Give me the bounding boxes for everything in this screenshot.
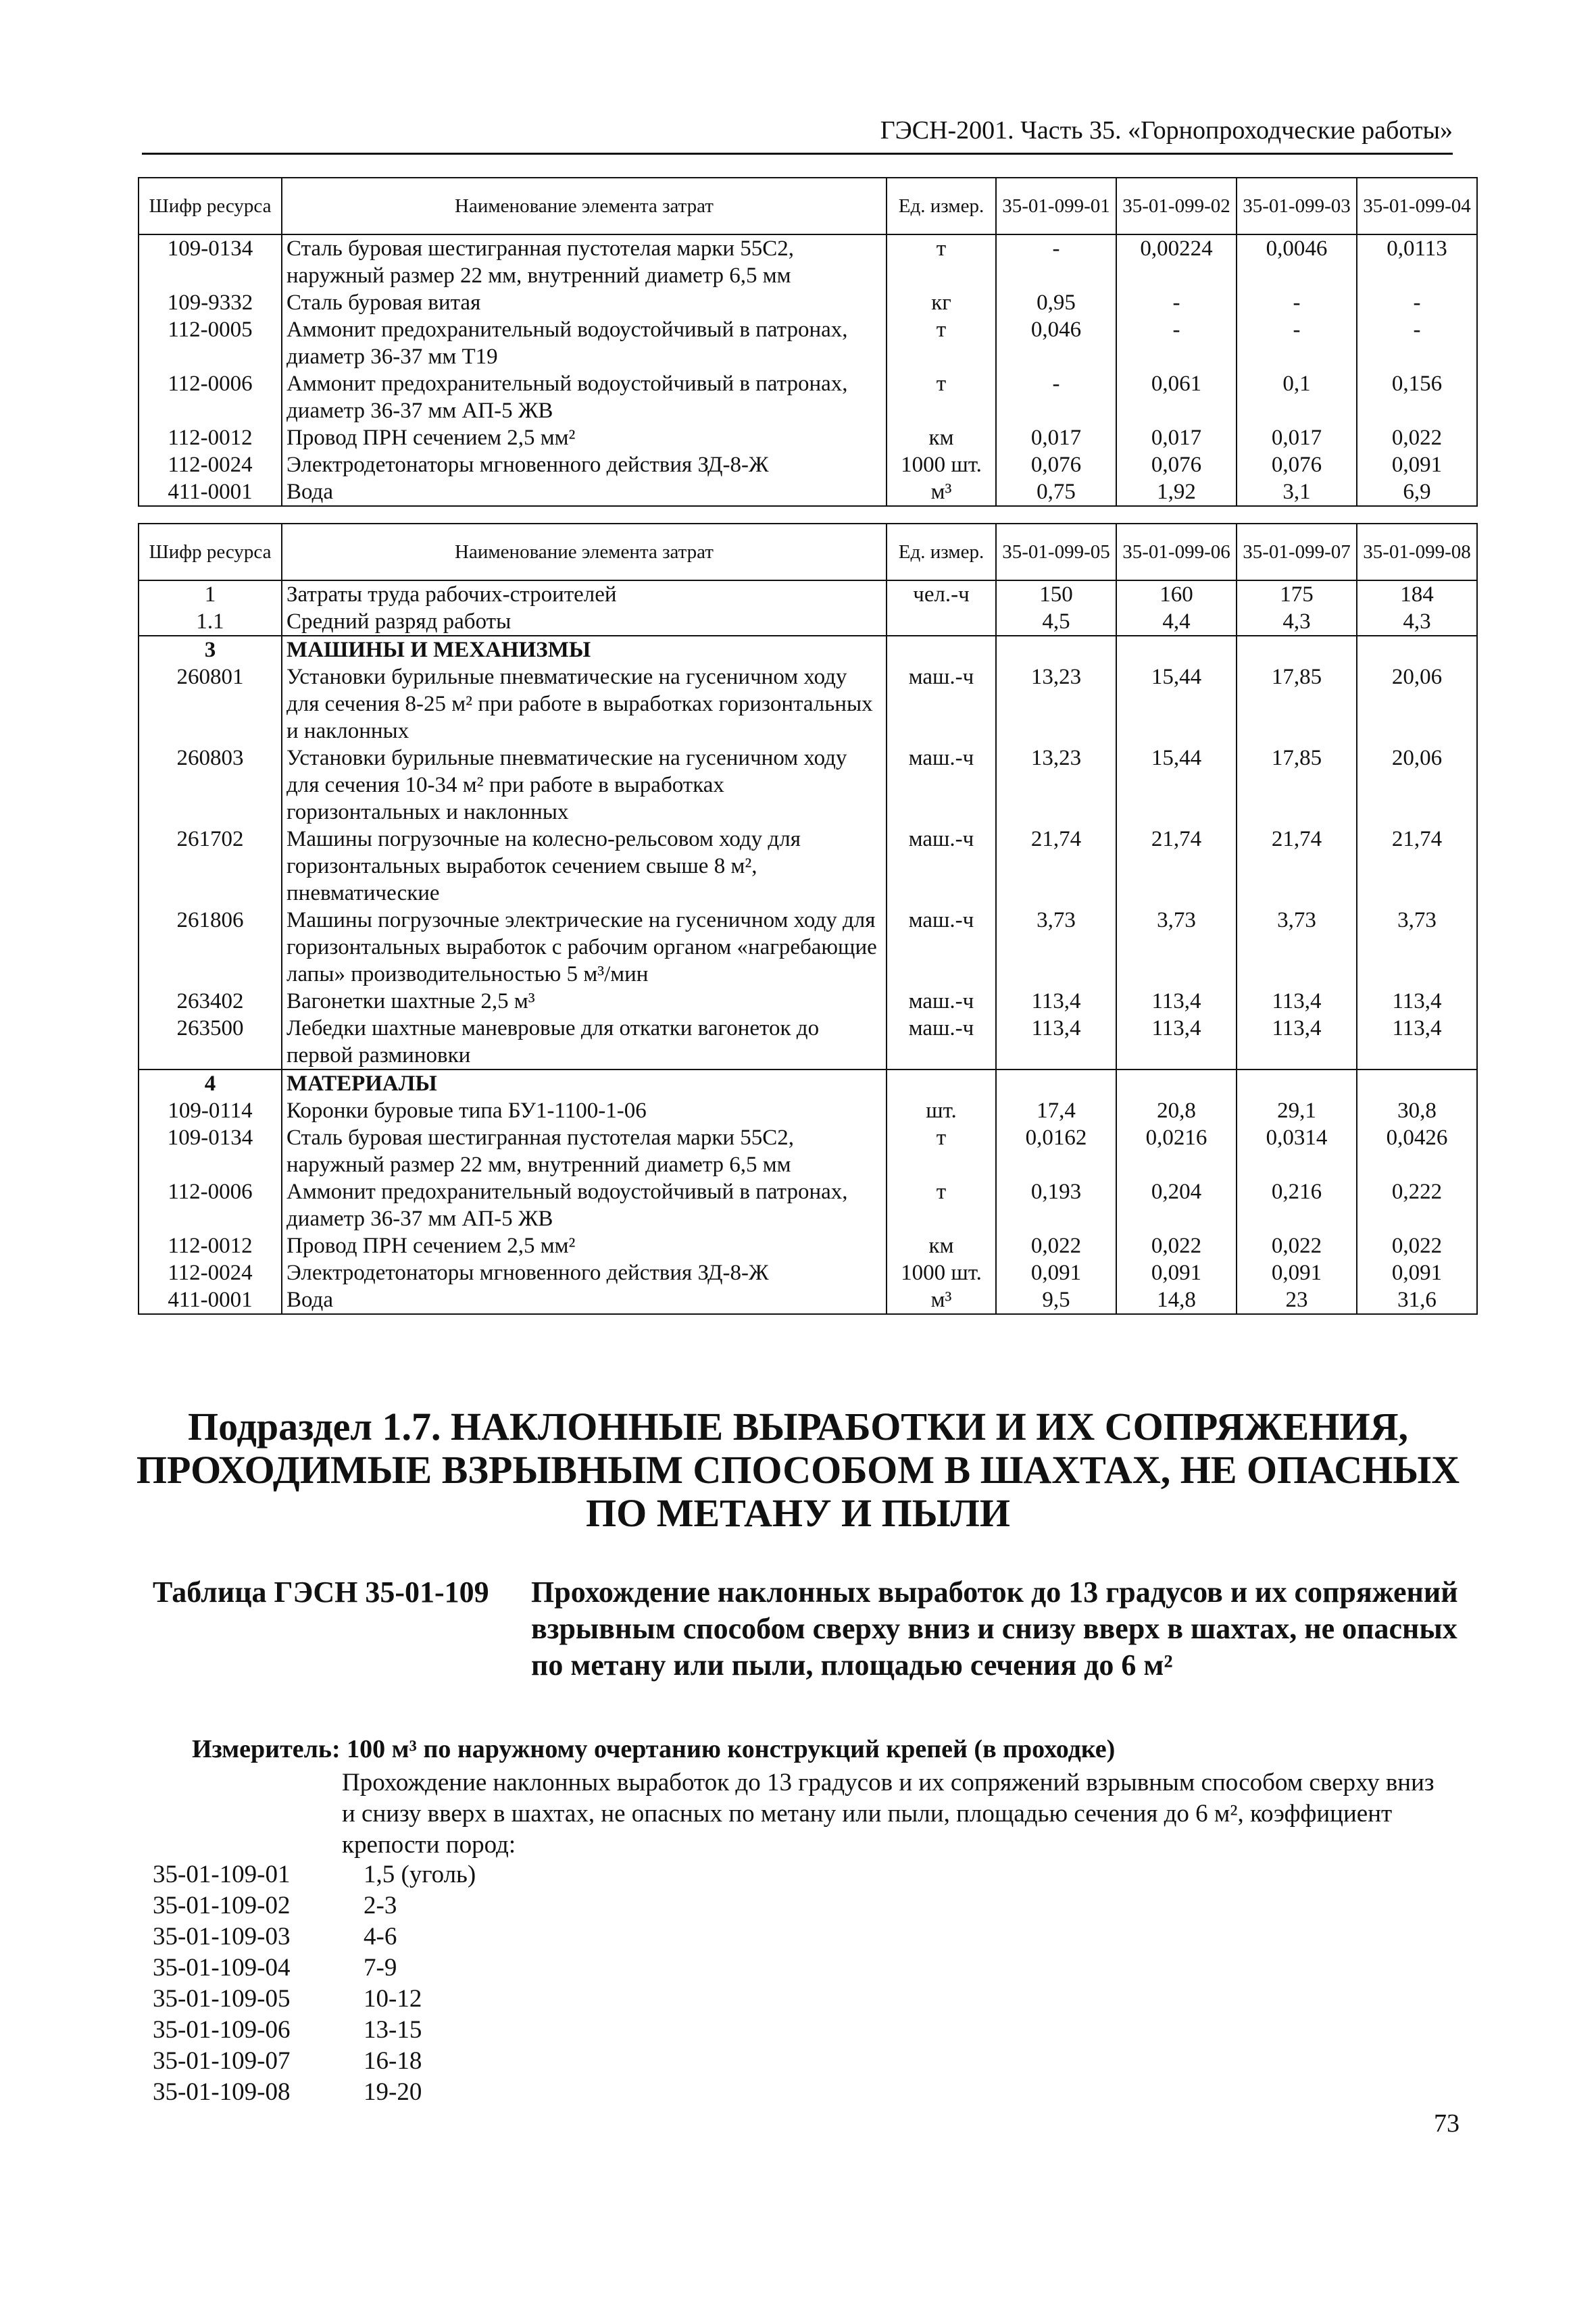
- resource-code: 112-0006: [139, 370, 282, 424]
- norm-value: 20,8: [1116, 1097, 1237, 1124]
- norm-value: [1237, 1070, 1357, 1097]
- norm-value: [996, 1070, 1116, 1097]
- norm-value: 17,4: [996, 1097, 1116, 1124]
- column-header-norm: 35-01-099-05: [996, 524, 1116, 580]
- column-header-code: Шифр ресурса: [139, 178, 282, 234]
- norm-value: 0,046: [996, 316, 1116, 370]
- norm-code: 35-01-109-02: [153, 1892, 291, 1919]
- norm-value: 0,204: [1116, 1178, 1237, 1232]
- column-header-norm: 35-01-099-04: [1357, 178, 1477, 234]
- norm-value: [1116, 636, 1237, 663]
- norm-value: 150: [996, 580, 1116, 608]
- running-header: ГЭСН-2001. Часть 35. «Горнопроходческие работы»: [880, 116, 1453, 145]
- norm-value: 6,9: [1357, 478, 1477, 506]
- section-heading: МАШИНЫ И МЕХАНИЗМЫ: [282, 636, 887, 663]
- table-row: [139, 370, 1477, 424]
- norm-value: 0,076: [1237, 451, 1357, 478]
- norm-value: [1116, 1070, 1237, 1097]
- resource-code: 263500: [139, 1015, 282, 1070]
- resource-code: 109-9332: [139, 289, 282, 316]
- resource-name: Сталь буровая витая: [282, 289, 887, 316]
- list-item: [153, 1859, 476, 1890]
- norm-value: 0,061: [1116, 370, 1237, 424]
- norm-value: 0,0113: [1357, 234, 1477, 289]
- header-rule: [142, 153, 1453, 155]
- table-row: [139, 478, 1477, 506]
- resource-unit: 1000 шт.: [887, 451, 996, 478]
- resource-unit: кг: [887, 289, 996, 316]
- table-header-row: [139, 524, 1477, 580]
- resource-code: 261806: [139, 907, 282, 988]
- table-caption-label: Таблица ГЭСН 35-01-109: [153, 1576, 489, 1609]
- resource-name: Электродетонаторы мгновенного действия ЗД-8-Ж: [282, 451, 887, 478]
- list-item: [153, 2015, 476, 2046]
- norm-value: 0,076: [1116, 451, 1237, 478]
- norm-value: 184: [1357, 580, 1477, 608]
- resource-name: Вагонетки шахтные 2,5 м³: [282, 988, 887, 1015]
- norm-code: 35-01-109-03: [153, 1923, 291, 1951]
- column-header-norm: 35-01-099-06: [1116, 524, 1237, 580]
- norm-value: 0,076: [996, 451, 1116, 478]
- norm-value: 15,44: [1116, 745, 1237, 826]
- resource-code: 109-0134: [139, 234, 282, 289]
- resource-table-1: [138, 177, 1478, 507]
- table-row: [139, 1259, 1477, 1286]
- norm-value: 113,4: [1357, 988, 1477, 1015]
- resource-name: Провод ПРН сечением 2,5 мм²: [282, 424, 887, 451]
- norm-value: [1357, 1070, 1477, 1097]
- norm-value: 23: [1237, 1286, 1357, 1314]
- norm-hardness: 2-3: [364, 1892, 397, 1919]
- resource-code: 1.1: [139, 608, 282, 636]
- norm-value: 160: [1116, 580, 1237, 608]
- norm-value: -: [1357, 316, 1477, 370]
- norm-value: 0,091: [1116, 1259, 1237, 1286]
- resource-code: 112-0006: [139, 1178, 282, 1232]
- table-row: [139, 1178, 1477, 1232]
- resource-code: 112-0012: [139, 1232, 282, 1259]
- norm-value: [1357, 636, 1477, 663]
- resource-unit: маш.-ч: [887, 907, 996, 988]
- norm-value: 0,193: [996, 1178, 1116, 1232]
- column-header-norm: 35-01-099-07: [1237, 524, 1357, 580]
- resource-unit: [887, 608, 996, 636]
- norm-value: 0,091: [1357, 451, 1477, 478]
- norm-value: 0,017: [1237, 424, 1357, 451]
- norm-value: 0,022: [1357, 424, 1477, 451]
- norm-value: 3,73: [1357, 907, 1477, 988]
- resource-code: 263402: [139, 988, 282, 1015]
- norm-value: 30,8: [1357, 1097, 1477, 1124]
- resource-unit: маш.-ч: [887, 988, 996, 1015]
- norm-value: 13,23: [996, 663, 1116, 745]
- norm-value: 0,222: [1357, 1178, 1477, 1232]
- table-caption-text: Прохождение наклонных выработок до 13 градусов и их сопряжений взрывным способом сверху вниз и снизу вверх в шахтах, не опасных по метану или пыли, площадью сечения до 6 м²: [531, 1576, 1458, 1682]
- norm-value: 113,4: [1237, 1015, 1357, 1070]
- resource-unit: 1000 шт.: [887, 1259, 996, 1286]
- column-header-unit: Ед. измер.: [887, 524, 996, 580]
- norm-value: 3,73: [996, 907, 1116, 988]
- norm-value: 175: [1237, 580, 1357, 608]
- resource-unit: м³: [887, 478, 996, 506]
- resource-unit: шт.: [887, 1097, 996, 1124]
- norm-value: 0,091: [1237, 1259, 1357, 1286]
- column-header-norm: 35-01-099-08: [1357, 524, 1477, 580]
- norm-value: -: [996, 234, 1116, 289]
- column-header-norm: 35-01-099-02: [1116, 178, 1237, 234]
- norm-value: 4,3: [1357, 608, 1477, 636]
- resource-name: Лебедки шахтные маневровые для откатки вагонеток до первой разминовки: [282, 1015, 887, 1070]
- norm-value: 0,0314: [1237, 1124, 1357, 1178]
- resource-unit: [887, 636, 996, 663]
- norm-value: 0,022: [1237, 1232, 1357, 1259]
- column-header-name: Наименование элемента затрат: [282, 524, 887, 580]
- norm-value: 0,091: [1357, 1259, 1477, 1286]
- norm-code: 35-01-109-05: [153, 1985, 291, 2013]
- norm-hardness: 16-18: [364, 2047, 422, 2075]
- table-row: [139, 988, 1477, 1015]
- resource-code: 112-0005: [139, 316, 282, 370]
- resource-unit: т: [887, 1178, 996, 1232]
- resource-name: Установки бурильные пневматические на гусеничном ходу для сечения 8-25 м² при работе в выработках горизонтальных и наклонных: [282, 663, 887, 745]
- resource-code: 112-0024: [139, 451, 282, 478]
- norm-description: Прохождение наклонных выработок до 13 градусов и их сопряжений взрывным способом сверху вниз и снизу вверх в шахтах, не опасных по метану или пыли, площадью сечения до 6 м², коэффициент крепости пород:: [342, 1769, 1435, 1859]
- norm-value: -: [1237, 316, 1357, 370]
- resource-name: Вода: [282, 1286, 887, 1314]
- table-row: [139, 1286, 1477, 1314]
- norm-hardness: 1,5 (уголь): [364, 1861, 476, 1888]
- norm-value: 0,95: [996, 289, 1116, 316]
- norm-value: 31,6: [1357, 1286, 1477, 1314]
- table-row: [139, 663, 1477, 745]
- norm-value: 0,0216: [1116, 1124, 1237, 1178]
- resource-name: Вода: [282, 478, 887, 506]
- list-item: [153, 1953, 476, 1984]
- norm-value: -: [1357, 289, 1477, 316]
- norm-value: 14,8: [1116, 1286, 1237, 1314]
- norm-value: 21,74: [1237, 826, 1357, 907]
- norm-value: 4,4: [1116, 608, 1237, 636]
- resource-table-2: [138, 523, 1478, 1315]
- norm-value: [1237, 636, 1357, 663]
- resource-unit: км: [887, 1232, 996, 1259]
- section-code: 4: [139, 1070, 282, 1097]
- norm-value: 113,4: [1116, 988, 1237, 1015]
- norm-hardness: 7-9: [364, 1954, 397, 1982]
- norm-value: 15,44: [1116, 663, 1237, 745]
- norm-value: 17,85: [1237, 745, 1357, 826]
- resource-unit: маш.-ч: [887, 663, 996, 745]
- norm-value: -: [1116, 316, 1237, 370]
- list-item: [153, 1984, 476, 2015]
- resource-name: Аммонит предохранительный водоустойчивый в патронах, диаметр 36-37 мм Т19: [282, 316, 887, 370]
- norm-code: 35-01-109-08: [153, 2078, 291, 2106]
- norm-value: 0,091: [996, 1259, 1116, 1286]
- norm-value: 0,022: [996, 1232, 1116, 1259]
- resource-unit: км: [887, 424, 996, 451]
- norm-hardness: 19-20: [364, 2078, 422, 2106]
- column-header-norm: 35-01-099-01: [996, 178, 1116, 234]
- table-row: [139, 1097, 1477, 1124]
- table-row: [139, 1232, 1477, 1259]
- column-header-code: Шифр ресурса: [139, 524, 282, 580]
- norm-value: 21,74: [1357, 826, 1477, 907]
- norm-value: 9,5: [996, 1286, 1116, 1314]
- norm-value: 0,156: [1357, 370, 1477, 424]
- norm-value: 113,4: [996, 988, 1116, 1015]
- resource-code: 260801: [139, 663, 282, 745]
- resource-name: Машины погрузочные на колесно-рельсовом ходу для горизонтальных выработок сечением свыше 8 м², пневматические: [282, 826, 887, 907]
- norm-value: 29,1: [1237, 1097, 1357, 1124]
- column-header-norm: 35-01-099-03: [1237, 178, 1357, 234]
- norm-value: 20,06: [1357, 745, 1477, 826]
- resource-code: 112-0012: [139, 424, 282, 451]
- resource-unit: маш.-ч: [887, 745, 996, 826]
- norm-value: 0,216: [1237, 1178, 1357, 1232]
- norm-value: 21,74: [1116, 826, 1237, 907]
- resource-code: 109-0114: [139, 1097, 282, 1124]
- resource-unit: [887, 1070, 996, 1097]
- table-caption: [153, 1574, 1464, 1684]
- norm-value: 21,74: [996, 826, 1116, 907]
- resource-code: 261702: [139, 826, 282, 907]
- table-row: [139, 289, 1477, 316]
- resource-name: Средний разряд работы: [282, 608, 887, 636]
- norm-value: -: [1237, 289, 1357, 316]
- resource-code: 109-0134: [139, 1124, 282, 1178]
- norm-code: 35-01-109-01: [153, 1861, 291, 1888]
- resource-name: Коронки буровые типа БУ1-1100-1-06: [282, 1097, 887, 1124]
- norm-value: 113,4: [1116, 1015, 1237, 1070]
- table-row: [139, 907, 1477, 988]
- table-row: [139, 316, 1477, 370]
- resource-unit: маш.-ч: [887, 1015, 996, 1070]
- resource-name: Машины погрузочные электрические на гусеничном ходу для горизонтальных выработок с рабочим органом «нагребающие лапы» производительностью 5 м³/мин: [282, 907, 887, 988]
- norm-value: 0,0046: [1237, 234, 1357, 289]
- norm-value: 0,022: [1357, 1232, 1477, 1259]
- norm-value: [996, 636, 1116, 663]
- table-row: [139, 424, 1477, 451]
- resource-name: Провод ПРН сечением 2,5 мм²: [282, 1232, 887, 1259]
- norm-hardness: 10-12: [364, 1985, 422, 2013]
- norm-hardness: 13-15: [364, 2016, 422, 2044]
- norm-value: 3,73: [1116, 907, 1237, 988]
- norm-value: -: [1116, 289, 1237, 316]
- norm-value: 0,0426: [1357, 1124, 1477, 1178]
- resource-code: 260803: [139, 745, 282, 826]
- table-row: [139, 580, 1477, 608]
- norm-value: 0,022: [1116, 1232, 1237, 1259]
- resource-code: 112-0024: [139, 1259, 282, 1286]
- section-row: [139, 1070, 1477, 1097]
- table-row: [139, 745, 1477, 826]
- column-header-unit: Ед. измер.: [887, 178, 996, 234]
- norm-value: 17,85: [1237, 663, 1357, 745]
- norm-value: -: [996, 370, 1116, 424]
- norm-value: 0,1: [1237, 370, 1357, 424]
- resource-code: 1: [139, 580, 282, 608]
- resource-name: Затраты труда рабочих-строителей: [282, 580, 887, 608]
- resource-unit: м³: [887, 1286, 996, 1314]
- table-header-row: [139, 178, 1477, 234]
- section-row: [139, 636, 1477, 663]
- norm-list: [153, 1859, 476, 2108]
- resource-name: Аммонит предохранительный водоустойчивый в патронах, диаметр 36-37 мм АП-5 ЖВ: [282, 1178, 887, 1232]
- list-item: [153, 1921, 476, 1953]
- norm-value: 4,3: [1237, 608, 1357, 636]
- norm-value: 0,017: [1116, 424, 1237, 451]
- resource-code: 411-0001: [139, 478, 282, 506]
- norm-value: 0,0162: [996, 1124, 1116, 1178]
- norm-value: 113,4: [1357, 1015, 1477, 1070]
- table-row: [139, 234, 1477, 289]
- resource-name: Сталь буровая шестигранная пустотелая марки 55С2, наружный размер 22 мм, внутренний диаметр 6,5 мм: [282, 1124, 887, 1178]
- resource-code: 411-0001: [139, 1286, 282, 1314]
- resource-unit: т: [887, 316, 996, 370]
- resource-unit: т: [887, 234, 996, 289]
- table-row: [139, 1124, 1477, 1178]
- list-item: [153, 1890, 476, 1921]
- section-code: 3: [139, 636, 282, 663]
- subsection-title: Подраздел 1.7. НАКЛОННЫЕ ВЫРАБОТКИ И ИХ СОПРЯЖЕНИЯ, ПРОХОДИМЫЕ ВЗРЫВНЫМ СПОСОБОМ В ШАХТАХ, НЕ ОПАСНЫХ ПО МЕТАНУ И ПЫЛИ: [136, 1405, 1460, 1535]
- norm-value: 13,23: [996, 745, 1116, 826]
- table-row: [139, 1015, 1477, 1070]
- norm-value: 1,92: [1116, 478, 1237, 506]
- norm-value: 0,75: [996, 478, 1116, 506]
- table-row: [139, 451, 1477, 478]
- table-row: [139, 826, 1477, 907]
- column-header-name: Наименование элемента затрат: [282, 178, 887, 234]
- page-number: 73: [1434, 2109, 1460, 2138]
- norm-code: 35-01-109-04: [153, 1954, 291, 1982]
- norm-hardness: 4-6: [364, 1923, 397, 1951]
- resource-name: Аммонит предохранительный водоустойчивый в патронах, диаметр 36-37 мм АП-5 ЖВ: [282, 370, 887, 424]
- resource-name: Установки бурильные пневматические на гусеничном ходу для сечения 10-34 м² при работе в выработках горизонтальных и наклонных: [282, 745, 887, 826]
- norm-value: 113,4: [1237, 988, 1357, 1015]
- norm-value: 113,4: [996, 1015, 1116, 1070]
- norm-value: 3,73: [1237, 907, 1357, 988]
- table-row: [139, 608, 1477, 636]
- norm-value: 0,00224: [1116, 234, 1237, 289]
- norm-code: 35-01-109-06: [153, 2016, 291, 2044]
- resource-name: Сталь буровая шестигранная пустотелая марки 55С2, наружный размер 22 мм, внутренний диаметр 6,5 мм: [282, 234, 887, 289]
- list-item: [153, 2046, 476, 2077]
- meter-line: Измеритель: 100 м³ по наружному очертанию конструкций крепей (в проходке): [192, 1735, 1116, 1763]
- resource-unit: т: [887, 1124, 996, 1178]
- section-heading: МАТЕРИАЛЫ: [282, 1070, 887, 1097]
- norm-value: 20,06: [1357, 663, 1477, 745]
- norm-value: 0,017: [996, 424, 1116, 451]
- resource-unit: чел.-ч: [887, 580, 996, 608]
- resource-unit: маш.-ч: [887, 826, 996, 907]
- norm-value: 4,5: [996, 608, 1116, 636]
- norm-code: 35-01-109-07: [153, 2047, 291, 2075]
- list-item: [153, 2077, 476, 2108]
- resource-unit: т: [887, 370, 996, 424]
- resource-name: Электродетонаторы мгновенного действия ЗД-8-Ж: [282, 1259, 887, 1286]
- norm-value: 3,1: [1237, 478, 1357, 506]
